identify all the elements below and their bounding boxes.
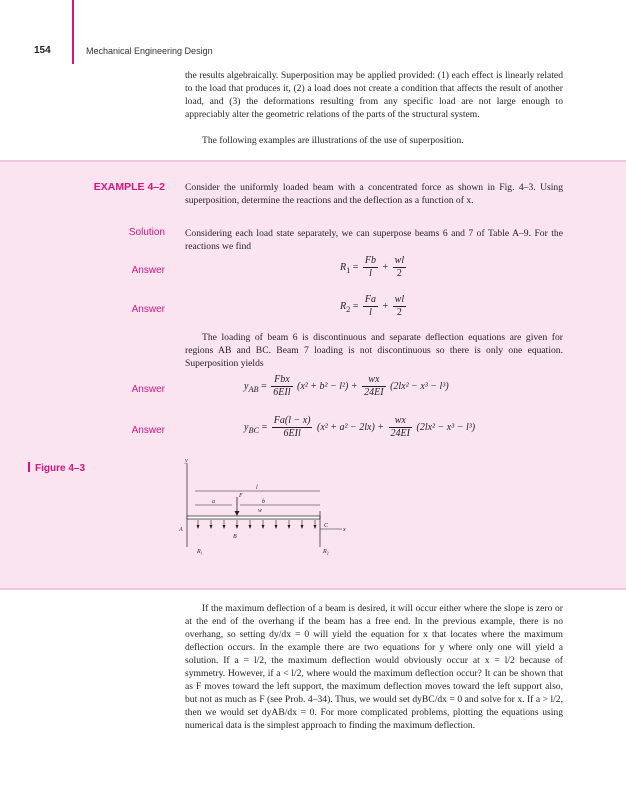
answer-label-yab: Answer	[131, 384, 165, 395]
answer-label-r1: Answer	[131, 265, 165, 276]
load-label-w: w	[258, 508, 263, 514]
reaction-label-r2: $R_2$	[323, 549, 329, 556]
equation-r2: $R_2$ = $\frac{Fa}{l}$ + $\frac{wl}{2}$	[340, 294, 405, 318]
example-top-rule	[0, 160, 626, 162]
force-label: F	[239, 493, 243, 499]
running-head: Mechanical Engineering Design	[86, 46, 213, 56]
distributed-load-arrows	[197, 520, 317, 529]
dim-label-a: a	[212, 499, 215, 505]
header-rule	[72, 0, 74, 64]
equation-yab: $y_{AB}$ = $\frac{\text{Fbx}}{\text{6EIl}}$ (x² + b² − l²) + $\frac{wx}{24EI}$ (2lx² − x³ − l³)	[244, 374, 449, 398]
answer-label-ybc: Answer	[131, 425, 165, 436]
x-axis-label: x	[343, 527, 346, 533]
solution-text: Considering each load state separately, we can superpose beams 6 and 7 of Table A–9. For the reactions we find	[185, 228, 563, 252]
beam	[187, 516, 320, 519]
dim-label-l: l	[256, 485, 258, 491]
closing-paragraph: If the maximum deflection of a beam is desired, it will occur either where the slope is zero or at the end of the overhang if the beam has a free end. In the previous example, there is no overhang, so setting dy/dx = 0 will yield the equation for x that locates where the maximum deflection occurs. In the example there are two equations for y where only one will yield a solution. If a = l/2, the maximum deflection would obviously occur at x = l/2 because of symmetry. However, if a < l/2, where would the maximum deflection occur? It can be shown that as F moves toward the left support, the maximum deflection moves toward the left support also, but not as much as F (see Prob. 4–34). Thus, we would set dyBC/dx = 0 and solve for x. If a > l/2, then we would set dyAB/dx = 0. For more complicated problems, plotting the equations using numerical data is the simplest approach to finding the maximum deflection.	[185, 603, 563, 731]
superposition-text: The loading of beam 6 is discontinuous and separate deflection equations are given for regions AB and BC. Beam 7 loading is not discontinuous so there is only one equation. Superposition yields	[185, 332, 563, 369]
figure-label: Figure 4–3	[28, 462, 85, 474]
example-problem: Consider the uniformly loaded beam with a concentrated force as shown in Fig. 4–3. Using superposition, determine the reactions and the deflection as a function of x.	[185, 182, 563, 206]
intro-paragraph-2: The following examples are illustrations of the use of superposition.	[202, 135, 464, 146]
point-label-b: B	[233, 534, 237, 540]
example-bottom-rule	[0, 588, 626, 590]
force-arrow-head	[235, 511, 240, 516]
equation-r1: $R_1$ = $\frac{Fb}{l}$ + $\frac{wl}{2}$	[340, 255, 405, 279]
intro-paragraph: the results algebraically. Superposition may be applied provided: (1) each effect is linearly related to the load that produces it, (2) a load does not create a condition that affects the result of another load, and (3) the deformations resulting from any specific load are not large enough to appreciably alter the geometric relations of the parts of the structural system.	[185, 70, 563, 120]
dim-label-b: b	[262, 499, 265, 505]
reaction-label-r1: $R_1$	[197, 549, 203, 556]
point-label-c: C	[324, 523, 329, 529]
answer-label-r2: Answer	[131, 304, 165, 315]
equation-ybc: $y_{BC}$ = $\frac{Fa(l - x)}{\text{6EIl}}$ (x² + a² − 2lx) + $\frac{wx}{24EI}$ (2lx² − x³ − l³)	[244, 415, 476, 439]
y-axis-label: y	[185, 458, 188, 464]
page-number: 154	[34, 45, 51, 56]
example-label: EXAMPLE 4–2	[93, 181, 165, 193]
point-label-a: A	[179, 527, 183, 533]
figure-label-bar	[28, 462, 30, 472]
solution-label: Solution	[128, 227, 165, 238]
beam-figure	[170, 455, 370, 567]
